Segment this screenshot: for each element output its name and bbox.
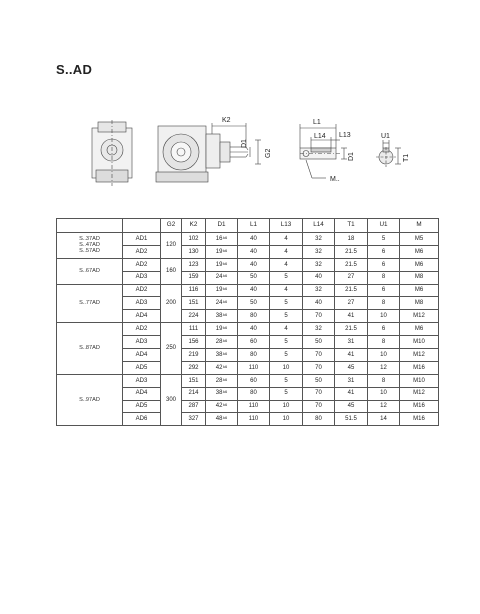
d1-cell xyxy=(206,284,238,297)
u1-cell: 6 xyxy=(368,245,400,258)
g2-cell: 300 xyxy=(161,374,182,426)
t1-cell: 31 xyxy=(335,374,368,387)
l1-cell: 50 xyxy=(238,271,270,284)
k2-cell: 219 xyxy=(182,349,206,362)
m-cell: M6 xyxy=(400,323,439,336)
l1-cell: 110 xyxy=(238,413,270,426)
d1-value: 38 xyxy=(215,390,223,397)
m-cell: M10 xyxy=(400,336,439,349)
d1-fit: k6 xyxy=(222,286,228,292)
d1-cell xyxy=(206,361,238,374)
l13-cell: 10 xyxy=(270,361,303,374)
g2-cell: 200 xyxy=(161,284,182,323)
column-header: L14 xyxy=(303,219,335,233)
l13-cell: 5 xyxy=(270,310,303,323)
column-header: G2 xyxy=(161,219,182,233)
column-header: K2 xyxy=(182,219,206,233)
column-header: L1 xyxy=(238,219,270,233)
l14-cell: 32 xyxy=(303,323,335,336)
gear-unit-family-label: S..87AD xyxy=(79,345,100,352)
d1-value: 38 xyxy=(215,313,223,320)
column-header: U1 xyxy=(368,219,400,233)
m-cell: M10 xyxy=(400,374,439,387)
label-g2: G2 xyxy=(265,148,272,158)
d1-value: 24 xyxy=(215,274,223,281)
column-header: M xyxy=(400,219,439,233)
label-l13: L13 xyxy=(339,132,351,139)
l13-cell: 4 xyxy=(270,245,303,258)
u1-cell: 6 xyxy=(368,258,400,271)
m-cell: M16 xyxy=(400,413,439,426)
d1-value: 16 xyxy=(215,235,223,242)
l1-cell: 50 xyxy=(238,297,270,310)
adapter-type-cell: AD5 xyxy=(123,361,161,374)
k2-cell: 151 xyxy=(182,374,206,387)
l14-cell: 50 xyxy=(303,374,335,387)
u1-cell: 12 xyxy=(368,361,400,374)
adapter-type-cell: AD3 xyxy=(123,297,161,310)
adapter-type-cell: AD3 xyxy=(123,374,161,387)
l14-cell: 32 xyxy=(303,245,335,258)
m-cell: M12 xyxy=(400,349,439,362)
k2-cell: 156 xyxy=(182,336,206,349)
column-header: D1 xyxy=(206,219,238,233)
l1-cell: 80 xyxy=(238,349,270,362)
l13-cell: 10 xyxy=(270,413,303,426)
d1-fit: k6 xyxy=(222,376,228,382)
l13-cell: 4 xyxy=(270,284,303,297)
d1-value: 19 xyxy=(215,248,223,255)
d1-cell xyxy=(206,374,238,387)
page-title: S..AD xyxy=(56,62,93,77)
d1-cell xyxy=(206,336,238,349)
gear-unit-family-cell xyxy=(57,233,123,259)
d1-value: 24 xyxy=(215,300,223,307)
d1-fit: k6 xyxy=(222,312,228,318)
t1-cell: 51.5 xyxy=(335,413,368,426)
d1-fit: k6 xyxy=(222,273,228,279)
t1-cell: 21.5 xyxy=(335,323,368,336)
l13-cell: 4 xyxy=(270,233,303,246)
l14-cell: 70 xyxy=(303,361,335,374)
d1-value: 48 xyxy=(215,416,223,423)
gear-unit-family-cell xyxy=(57,284,123,323)
u1-cell: 5 xyxy=(368,233,400,246)
t1-cell: 18 xyxy=(335,233,368,246)
k2-cell: 214 xyxy=(182,387,206,400)
adapter-type-cell: AD2 xyxy=(123,323,161,336)
l1-cell: 60 xyxy=(238,374,270,387)
dimension-drawings xyxy=(0,0,480,214)
l13-cell: 10 xyxy=(270,400,303,413)
l14-cell: 32 xyxy=(303,284,335,297)
l14-cell: 40 xyxy=(303,271,335,284)
d1-fit: k6 xyxy=(222,402,228,408)
u1-cell: 10 xyxy=(368,310,400,323)
label-k2: K2 xyxy=(222,117,231,124)
table-row xyxy=(57,284,439,297)
l1-cell: 80 xyxy=(238,310,270,323)
m-cell: M12 xyxy=(400,387,439,400)
gear-unit-family-cell xyxy=(57,374,123,426)
label-m: M.. xyxy=(330,176,340,183)
l1-cell: 110 xyxy=(238,400,270,413)
d1-cell xyxy=(206,310,238,323)
k2-cell: 116 xyxy=(182,284,206,297)
k2-cell: 327 xyxy=(182,413,206,426)
d1-cell xyxy=(206,413,238,426)
l1-cell: 40 xyxy=(238,284,270,297)
k2-cell: 159 xyxy=(182,271,206,284)
l1-cell: 40 xyxy=(238,323,270,336)
table-row xyxy=(57,233,439,246)
gear-unit-family-label: S..67AD xyxy=(79,268,100,275)
l13-cell: 4 xyxy=(270,258,303,271)
k2-cell: 111 xyxy=(182,323,206,336)
l14-cell: 50 xyxy=(303,336,335,349)
u1-cell: 14 xyxy=(368,413,400,426)
g2-cell: 160 xyxy=(161,258,182,284)
d1-value: 19 xyxy=(215,287,223,294)
gear-unit-family-label: S..77AD xyxy=(79,300,100,307)
g2-cell: 250 xyxy=(161,323,182,375)
l13-cell: 5 xyxy=(270,387,303,400)
d1-cell xyxy=(206,297,238,310)
dimensions-table xyxy=(56,218,439,426)
adapter-type-cell: AD1 xyxy=(123,233,161,246)
l14-cell: 80 xyxy=(303,413,335,426)
l14-cell: 70 xyxy=(303,400,335,413)
gearbox-front-view xyxy=(92,120,132,186)
label-l14: L14 xyxy=(314,133,326,140)
gear-unit-family-cell xyxy=(57,258,123,284)
t1-cell: 45 xyxy=(335,400,368,413)
u1-cell: 8 xyxy=(368,374,400,387)
u1-cell: 10 xyxy=(368,349,400,362)
d1-fit: k6 xyxy=(222,337,228,343)
m-cell: M16 xyxy=(400,400,439,413)
column-header xyxy=(57,219,123,233)
m-cell: M8 xyxy=(400,297,439,310)
gear-unit-family-label: S..97AD xyxy=(79,397,100,403)
adapter-type-cell: AD2 xyxy=(123,258,161,271)
column-header xyxy=(123,219,161,233)
g2-cell: 120 xyxy=(161,233,182,259)
m-cell: M16 xyxy=(400,361,439,374)
l1-cell: 80 xyxy=(238,387,270,400)
k2-cell: 102 xyxy=(182,233,206,246)
label-u1: U1 xyxy=(381,133,390,140)
gear-unit-family-label: S..47AD xyxy=(79,242,100,249)
t1-cell: 41 xyxy=(335,310,368,323)
gear-unit-family-cell xyxy=(57,323,123,375)
adapter-type-cell: AD5 xyxy=(123,400,161,413)
d1-value: 42 xyxy=(215,364,223,371)
t1-cell: 45 xyxy=(335,361,368,374)
d1-cell xyxy=(206,245,238,258)
t1-cell: 21.5 xyxy=(335,245,368,258)
t1-cell: 41 xyxy=(335,349,368,362)
d1-fit: k6 xyxy=(222,299,228,305)
k2-cell: 224 xyxy=(182,310,206,323)
l1-cell: 40 xyxy=(238,258,270,271)
adapter-type-cell: AD3 xyxy=(123,336,161,349)
d1-fit: k6 xyxy=(222,363,228,369)
k2-cell: 151 xyxy=(182,297,206,310)
adapter-type-cell: AD4 xyxy=(123,387,161,400)
l14-cell: 32 xyxy=(303,258,335,271)
d1-cell xyxy=(206,271,238,284)
u1-cell: 8 xyxy=(368,336,400,349)
l13-cell: 5 xyxy=(270,374,303,387)
d1-cell xyxy=(206,258,238,271)
table-header-row xyxy=(57,219,439,233)
table-row xyxy=(57,258,439,271)
t1-cell: 41 xyxy=(335,387,368,400)
d1-value: 28 xyxy=(215,338,223,345)
k2-cell: 287 xyxy=(182,400,206,413)
u1-cell: 10 xyxy=(368,387,400,400)
d1-fit: k6 xyxy=(222,260,228,266)
k2-cell: 130 xyxy=(182,245,206,258)
t1-cell: 27 xyxy=(335,271,368,284)
l14-cell: 32 xyxy=(303,233,335,246)
label-d1: D1 xyxy=(241,139,248,148)
d1-cell xyxy=(206,323,238,336)
l1-cell: 110 xyxy=(238,361,270,374)
column-header: T1 xyxy=(335,219,368,233)
d1-cell xyxy=(206,387,238,400)
l14-cell: 70 xyxy=(303,387,335,400)
l13-cell: 5 xyxy=(270,336,303,349)
d1-value: 19 xyxy=(215,326,223,333)
d1-fit: k6 xyxy=(222,234,228,240)
d1-cell xyxy=(206,349,238,362)
shaft-cross-section xyxy=(376,140,401,167)
m-cell: M8 xyxy=(400,271,439,284)
u1-cell: 12 xyxy=(368,400,400,413)
k2-cell: 123 xyxy=(182,258,206,271)
l13-cell: 5 xyxy=(270,349,303,362)
gearbox-side-view xyxy=(156,123,261,182)
m-cell: M5 xyxy=(400,233,439,246)
gear-unit-family-label: S..57AD xyxy=(79,248,100,255)
t1-cell: 27 xyxy=(335,297,368,310)
l14-cell: 70 xyxy=(303,349,335,362)
l14-cell: 40 xyxy=(303,297,335,310)
d1-cell xyxy=(206,400,238,413)
d1-fit: k6 xyxy=(222,247,228,253)
l1-cell: 40 xyxy=(238,233,270,246)
l13-cell: 5 xyxy=(270,271,303,284)
m-cell: M12 xyxy=(400,310,439,323)
d1-value: 19 xyxy=(215,261,223,268)
table-row xyxy=(57,323,439,336)
table-row xyxy=(57,374,439,387)
l14-cell: 70 xyxy=(303,310,335,323)
d1-value: 42 xyxy=(215,403,223,410)
d1-fit: k6 xyxy=(222,325,228,331)
t1-cell: 21.5 xyxy=(335,284,368,297)
d1-fit: k6 xyxy=(222,389,228,395)
u1-cell: 8 xyxy=(368,271,400,284)
column-header: L13 xyxy=(270,219,303,233)
d1-fit: k6 xyxy=(222,415,228,421)
label-t1: T1 xyxy=(403,153,410,162)
d1-fit: k6 xyxy=(222,350,228,356)
adapter-type-cell: AD6 xyxy=(123,413,161,426)
l13-cell: 5 xyxy=(270,297,303,310)
l13-cell: 4 xyxy=(270,323,303,336)
label-l1: L1 xyxy=(313,119,321,126)
m-cell: M6 xyxy=(400,245,439,258)
l1-cell: 40 xyxy=(238,245,270,258)
adapter-type-cell: AD4 xyxy=(123,310,161,323)
adapter-type-cell: AD4 xyxy=(123,349,161,362)
k2-cell: 292 xyxy=(182,361,206,374)
adapter-type-cell: AD2 xyxy=(123,284,161,297)
m-cell: M6 xyxy=(400,284,439,297)
m-cell: M6 xyxy=(400,258,439,271)
l1-cell: 60 xyxy=(238,336,270,349)
u1-cell: 8 xyxy=(368,297,400,310)
u1-cell: 6 xyxy=(368,323,400,336)
t1-cell: 31 xyxy=(335,336,368,349)
d1-value: 28 xyxy=(215,377,223,384)
d1-value: 38 xyxy=(215,351,223,358)
adapter-type-cell: AD2 xyxy=(123,245,161,258)
u1-cell: 6 xyxy=(368,284,400,297)
t1-cell: 21.5 xyxy=(335,258,368,271)
label-d1-shaft: D1 xyxy=(348,152,355,161)
d1-cell xyxy=(206,233,238,246)
gear-unit-family-label: S..37AD xyxy=(79,236,100,243)
adapter-type-cell: AD3 xyxy=(123,271,161,284)
